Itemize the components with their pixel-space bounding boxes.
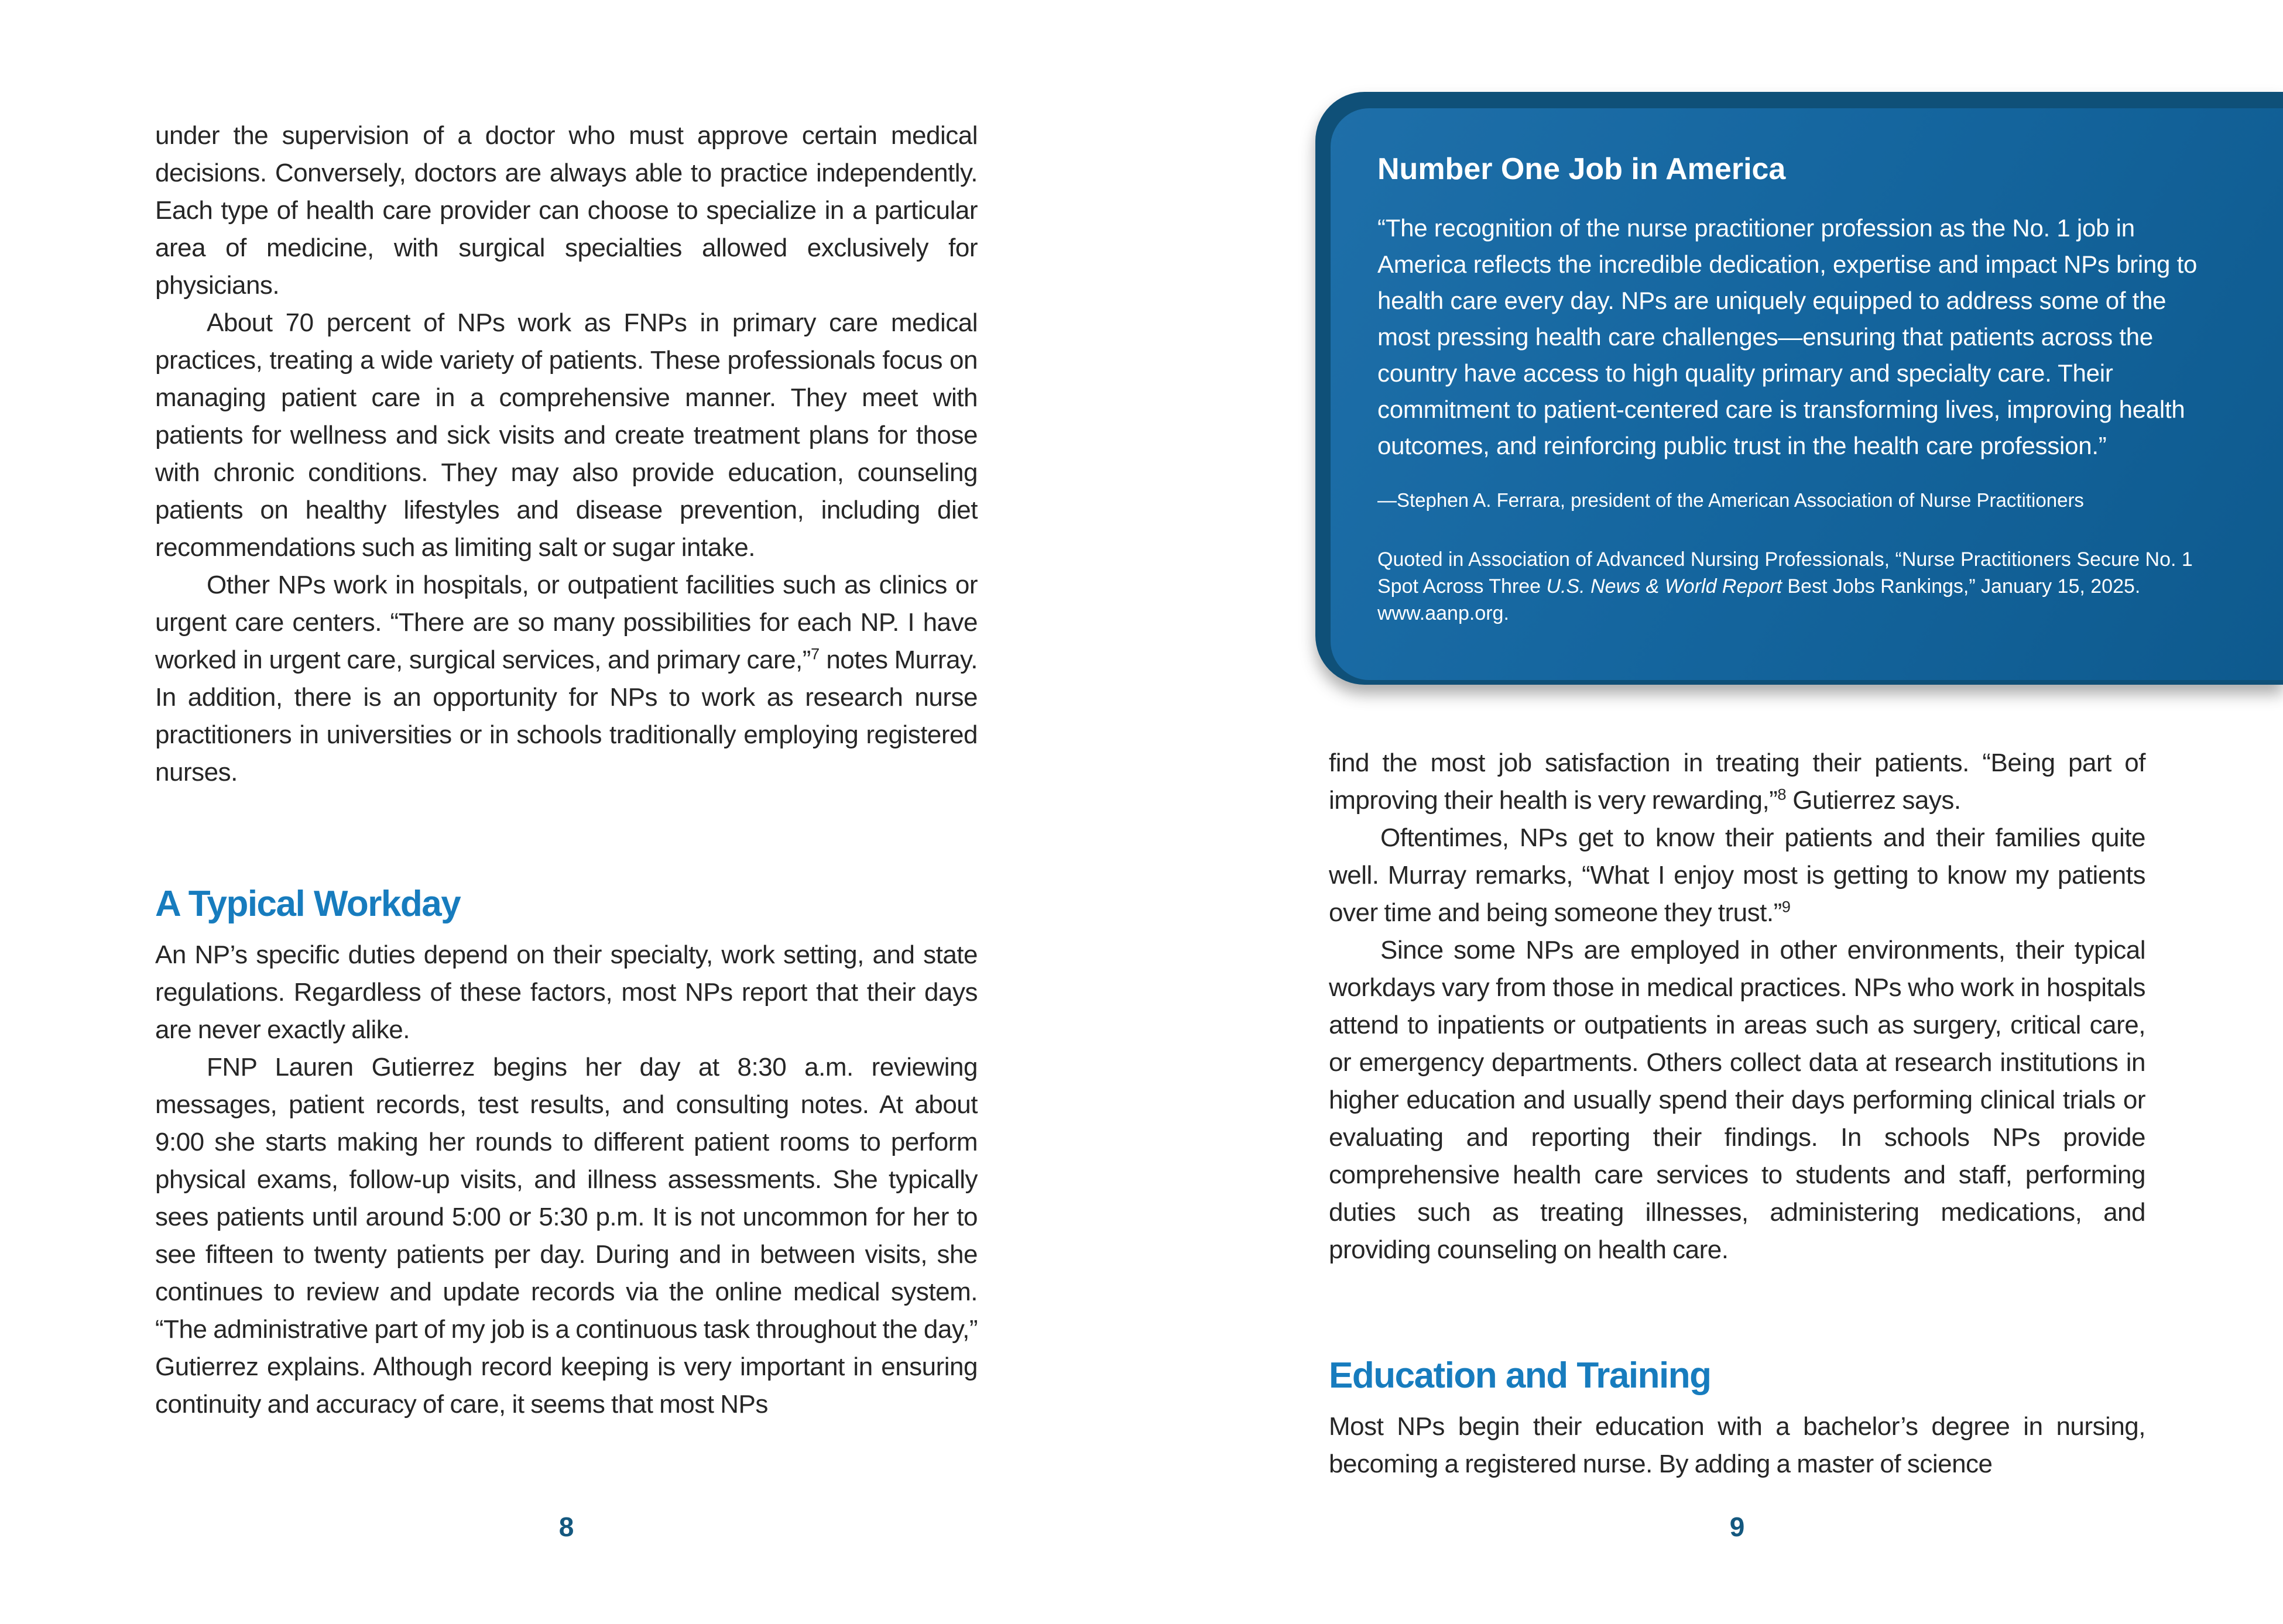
paragraph xyxy=(155,304,978,566)
callout-quote: “The recognition of the nurse practitioner profession as the No. 1 job in America reflects the incredible dedication, expertise and impact NPs bring to health care every day. NPs are uniquely equipped to address some of the most pressing health care challenges—ensuring that patients across the country have access to high quality primary and specialty care. Their commitment to patient-centered care is transforming lives, improving health outcomes, and reinforcing public trust in the health care profession.” xyxy=(1377,214,2198,459)
callout-citation xyxy=(1377,546,2220,627)
text-run: under the supervision of a doctor who must approve certain medical decisions. Conversely, doctors are always able to practice independently. Each type of health care provider can choose to specialize in a particular area of medicine, with surgical specialties allowed exclusively for physicians. xyxy=(155,121,978,300)
text-run: Other NPs work in hospitals, or outpatient facilities such as clinics or urgent care centers. “There are so many possibilities for each NP. I have worked in urgent care, surgical services, and primary care,” xyxy=(155,571,978,674)
paragraph xyxy=(1329,819,2145,932)
text-run: Best Jobs Rankings,” January 15, 2025. www.aanp.org. xyxy=(1377,575,2141,624)
paragraph xyxy=(1329,932,2145,1269)
text-run: Gutierrez says. xyxy=(1786,786,1961,815)
page-number-right: 9 xyxy=(1729,1512,1745,1542)
paragraph xyxy=(1329,1408,2145,1483)
paragraph xyxy=(155,117,978,304)
footnote-reference: 7 xyxy=(810,644,820,663)
text-run: notes Murray. In addition, there is an opportunity for NPs to work as research nurse practitioners in universities or in schools traditionally employing registered nurses. xyxy=(155,646,978,787)
paragraph xyxy=(155,566,978,791)
text-run: FNP Lauren Gutierrez begins her day at 8:30 a.m. reviewing messages, patient records, test results, and consulting notes. At about 9:00 she starts making her rounds to different patient rooms to perform physical exams, follow-up visits, and illness assessments. She typically sees patients until around 5:00 or 5:30 p.m. It is not uncommon for her to see fifteen to twenty patients per day. During and in between visits, she continues to review and update records via the online medical system. “The administrative part of my job is a continuous task throughout the day,” Gutierrez explains. Although record keeping is very important in ensuring continuity and accuracy of care, it seems that most NPs xyxy=(155,1053,978,1419)
footnote-reference: 9 xyxy=(1781,897,1791,916)
text-run: find the most job satisfaction in treating their patients. “Being part of improving their health is very rewarding,” xyxy=(1329,749,2145,815)
callout-attribution: —Stephen A. Ferrara, president of the American Association of Nurse Practitioners xyxy=(1377,489,2084,511)
italic-text-run: U.S. News & World Report xyxy=(1546,575,1782,598)
page-number-left: 8 xyxy=(558,1512,574,1542)
callout-box-inner xyxy=(1331,108,2283,680)
left-body-block-1 xyxy=(155,117,978,791)
right-body-block-1 xyxy=(1329,744,2145,1269)
text-run: Since some NPs are employed in other environments, their typical workdays vary from those in medical practices. NPs who work in hospitals attend to inpatients or outpatients in areas such as surgery, critical care, or emergency departments. Others collect data at research institutions in higher education and usually spend their days performing clinical trials or evaluating and reporting their findings. In schools NPs provide comprehensive health care services to students and staff, performing duties such as treating illnesses, administering medications, and providing counseling on health care. xyxy=(1329,936,2145,1264)
text-run: Oftentimes, NPs get to know their patients and their families quite well. Murray remarks, “What I enjoy most is getting to know my patients over time and being someone they trust.” xyxy=(1329,823,2145,927)
text-run: About 70 percent of NPs work as FNPs in primary care medical practices, treating a wide variety of patients. These professionals focus on managing patient care in a comprehensive manner. They meet with patients for wellness and sick visits and create treatment plans for those with chronic conditions. They may also provide education, counseling patients on healthy lifestyles and disease prevention, including diet recommendations such as limiting salt or sugar intake. xyxy=(155,308,978,562)
footnote-reference: 8 xyxy=(1777,785,1787,804)
callout-box xyxy=(1315,92,2283,685)
paragraph xyxy=(155,936,978,1049)
text-run: An NP’s specific duties depend on their specialty, work setting, and state regulations. Regardless of these factors, most NPs report that their days are never exactly alike. xyxy=(155,940,978,1044)
left-body-block-2 xyxy=(155,885,978,1423)
paragraph xyxy=(1329,744,2145,819)
section-heading-education-and-training: Education and Training xyxy=(1329,1355,1711,1396)
callout-title: Number One Job in America xyxy=(1377,152,1786,186)
left-body-block-2-paragraphs xyxy=(155,936,978,1423)
right-body-block-2 xyxy=(1329,1357,2145,1483)
right-body-block-2-paragraphs xyxy=(1329,1408,2145,1483)
text-run: Most NPs begin their education with a bachelor’s degree in nursing, becoming a registered nurse. By adding a master of science xyxy=(1329,1412,2145,1478)
text-run: Quoted in Association of Advanced Nursing Professionals, “Nurse Practitioners Secure No. 1 Spot Across Three xyxy=(1377,548,2193,598)
section-heading-a-typical-workday: A Typical Workday xyxy=(155,884,461,924)
paragraph xyxy=(155,1049,978,1423)
